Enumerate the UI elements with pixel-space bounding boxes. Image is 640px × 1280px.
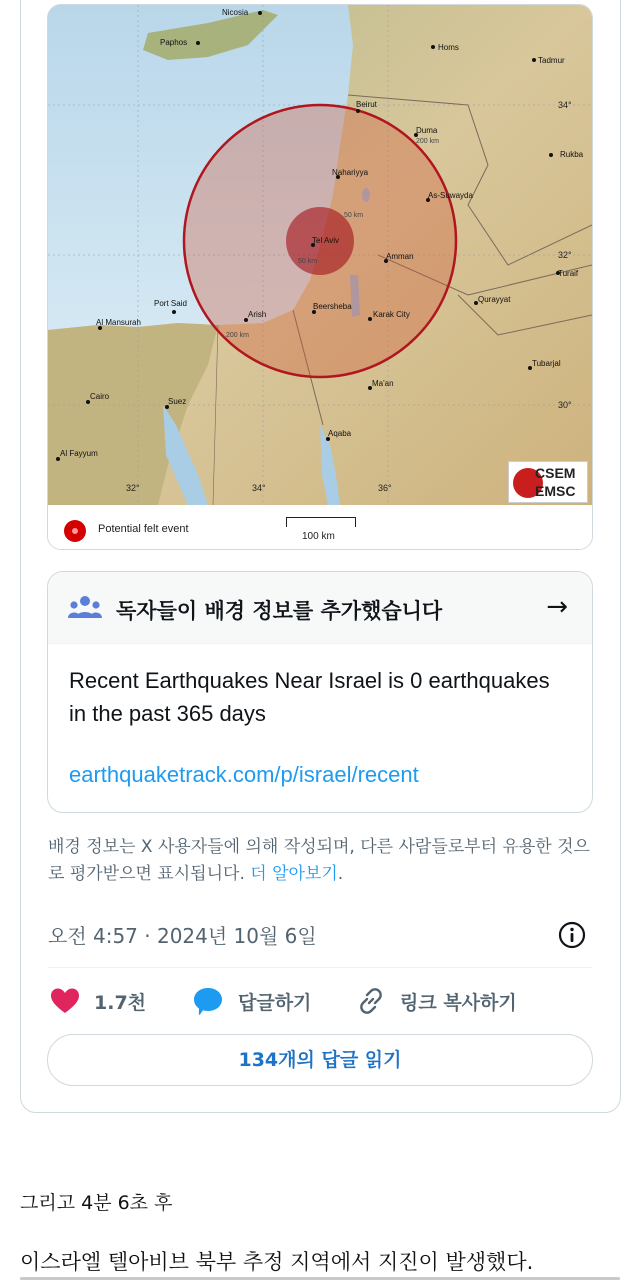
map-label-as-suwayda: As-Suwayda bbox=[428, 191, 473, 200]
grid-label-lat30: 30° bbox=[558, 400, 572, 410]
map-label-qurayyat: Qurayyat bbox=[478, 295, 511, 304]
map-label-suez: Suez bbox=[168, 397, 187, 406]
community-note-header[interactable] bbox=[48, 572, 592, 644]
map-label-tadmur: Tadmur bbox=[538, 56, 565, 65]
map-label-homs: Homs bbox=[438, 43, 459, 52]
csem-emsc-logo: CSEM EMSC bbox=[508, 461, 588, 503]
article-paragraph-2: 이스라엘 텔아비브 북부 추정 지역에서 지진이 발생했다. bbox=[20, 1250, 534, 1274]
community-note-body: Recent Earthquakes Near Israel is 0 earthquakes in the past 365 days bbox=[69, 668, 550, 726]
map-label-maan: Ma'an bbox=[372, 379, 394, 388]
map-label-beersheba: Beersheba bbox=[313, 302, 352, 311]
article-paragraph-1: 그리고 4분 6초 후 bbox=[20, 1192, 173, 1214]
copy-link-button[interactable] bbox=[356, 985, 517, 1017]
like-count: 1.7천 bbox=[94, 991, 147, 1014]
people-icon bbox=[68, 594, 102, 622]
copy-link-label: 링크 복사하기 bbox=[400, 991, 517, 1014]
divider bbox=[48, 967, 592, 968]
grid-label-lat32: 32° bbox=[558, 250, 572, 260]
like-button[interactable] bbox=[50, 985, 146, 1017]
info-icon[interactable] bbox=[558, 921, 586, 949]
grid-label-lon36: 36° bbox=[378, 483, 392, 493]
earthquake-map[interactable] bbox=[48, 5, 592, 505]
scale-bar bbox=[286, 517, 356, 527]
grid-label-lon34: 34° bbox=[252, 483, 266, 493]
map-label-turaif: Turaif bbox=[558, 269, 579, 278]
map-label-rukban: Rukba bbox=[560, 150, 584, 159]
map-label-nahariyya: Nahariyya bbox=[332, 168, 369, 177]
map-label-aqaba: Aqaba bbox=[328, 429, 352, 438]
map-legend bbox=[48, 505, 592, 549]
map-label-duma: Duma bbox=[416, 126, 438, 135]
link-icon bbox=[356, 986, 386, 1016]
community-note-caption: 배경 정보는 X 사용자들에 의해 작성되며, 다른 사람들로부터 유용한 것으로 평가받으면 표시됩니다. 더 알아보기. bbox=[48, 837, 590, 884]
heart-icon bbox=[50, 987, 80, 1015]
map-label-amman: Amman bbox=[386, 252, 414, 261]
map-label-arish: Arish bbox=[248, 310, 267, 319]
map-label-nicosia: Nicosia bbox=[222, 8, 249, 17]
community-note-title: 독자들이 배경 정보를 추가했습니다 bbox=[116, 599, 443, 623]
legend-text: Potential felt event bbox=[98, 523, 189, 535]
arrow-right-icon[interactable]: → bbox=[546, 592, 568, 622]
map-label-tubarjal: Tubarjal bbox=[532, 359, 561, 368]
ring-label-50km-south: 50 km bbox=[298, 258, 318, 265]
grid-label-lon32: 32° bbox=[126, 483, 140, 493]
speech-bubble-icon bbox=[192, 986, 224, 1016]
map-image-card[interactable] bbox=[47, 4, 593, 550]
map-label-port-said: Port Said bbox=[154, 299, 187, 308]
map-label-cairo: Cairo bbox=[90, 392, 110, 401]
scale-bar-label: 100 km bbox=[302, 531, 335, 542]
ring-label-200km-south: 200 km bbox=[226, 332, 249, 339]
reply-button[interactable] bbox=[192, 985, 311, 1017]
map-label-al-fayyum: Al Fayyum bbox=[60, 449, 98, 458]
ring-label-200km-north: 200 km bbox=[416, 138, 439, 145]
learn-more-link[interactable]: 더 알아보기 bbox=[250, 864, 338, 884]
felt-event-dot-icon bbox=[64, 520, 86, 542]
grid-label-lat34: 34° bbox=[558, 100, 572, 110]
read-replies-button[interactable]: 134개의 답글 읽기 bbox=[47, 1034, 593, 1086]
tweet-timestamp[interactable]: 오전 4:57 · 2024년 10월 6일 bbox=[48, 924, 317, 948]
map-label-al-mansurah: Al Mansurah bbox=[96, 318, 141, 327]
map-label-tel-aviv: Tel Aviv bbox=[312, 236, 339, 245]
ring-label-50km-north: 50 km bbox=[344, 212, 364, 219]
reply-label: 답글하기 bbox=[238, 991, 312, 1014]
map-label-karak-city: Karak City bbox=[373, 310, 410, 319]
map-label-beirut: Beirut bbox=[356, 100, 377, 109]
map-label-paphos: Paphos bbox=[160, 38, 188, 47]
article-paragraph-3-cutoff bbox=[20, 1274, 620, 1280]
community-note-link[interactable]: earthquaketrack.com/p/israel/recent bbox=[69, 762, 419, 787]
community-note-card[interactable] bbox=[47, 571, 593, 813]
